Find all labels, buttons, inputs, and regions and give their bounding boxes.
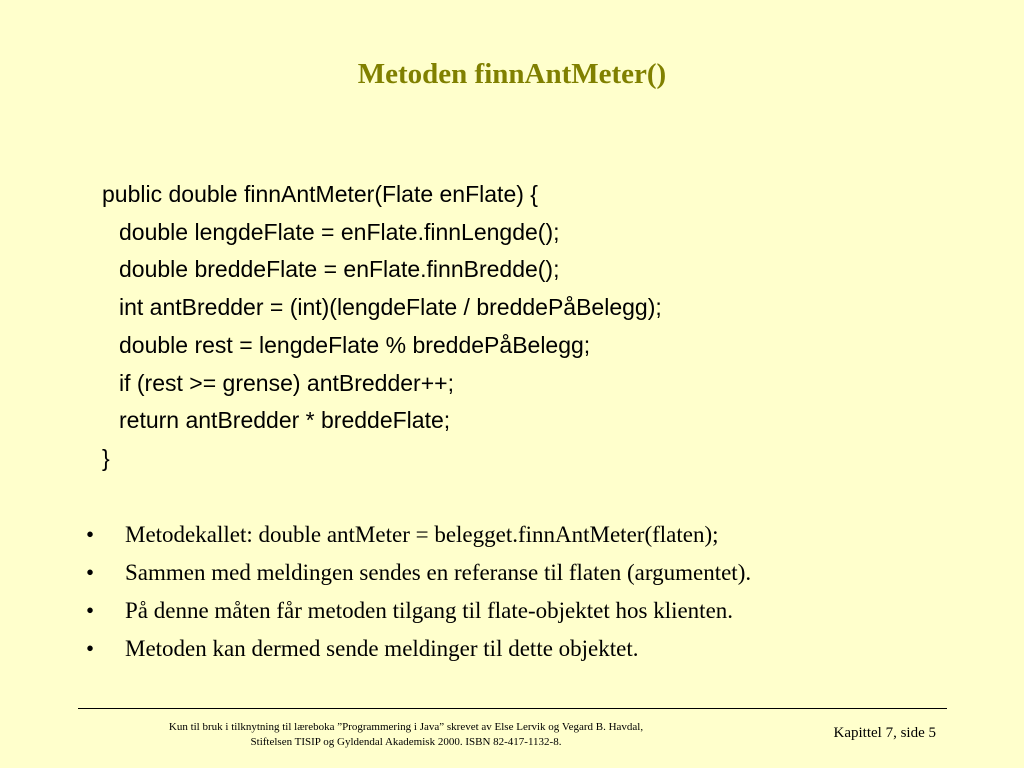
footer-credit xyxy=(148,720,664,750)
code-line: double rest = lengdeFlate % breddePåBelegg; xyxy=(119,331,591,358)
footer-divider xyxy=(78,708,947,709)
bullet-list xyxy=(86,516,751,668)
code-line: } xyxy=(102,444,110,471)
bullet-marker: • xyxy=(86,560,95,585)
bullet-text: På denne måten får metoden tilgang til flate-objektet hos klienten. xyxy=(125,598,734,623)
slide-title: Metoden finnAntMeter() xyxy=(357,58,667,90)
bullet-marker: • xyxy=(86,598,95,623)
bullet-text: Metoden kan dermed sende meldinger til dette objektet. xyxy=(125,636,639,661)
bullet-item xyxy=(86,630,751,668)
code-line: double breddeFlate = enFlate.finnBredde(); xyxy=(119,256,560,283)
page-number-label: Kapittel 7, side 5 xyxy=(833,725,936,741)
code-line: return antBredder * breddeFlate; xyxy=(119,407,451,434)
code-line: if (rest >= grense) antBredder++; xyxy=(119,369,454,396)
footer-credit-line: Kun til bruk i tilknytning til læreboka ”Programmering i Java” skrevet av Else Lervik og Vegard B. Havdal, xyxy=(168,721,644,733)
bullet-text: Metodekallet: double antMeter = belegget.finnAntMeter(flaten); xyxy=(125,522,719,547)
footer-credit-line: Stiftelsen TISIP og Gyldendal Akademisk 2000. ISBN 82-417-1132-8. xyxy=(250,736,562,748)
bullet-item xyxy=(86,516,751,554)
code-line: int antBredder = (int)(lengdeFlate / breddePåBelegg); xyxy=(119,294,662,321)
code-line: double lengdeFlate = enFlate.finnLengde(); xyxy=(119,218,560,245)
bullet-item xyxy=(86,592,751,630)
bullet-marker: • xyxy=(86,522,95,547)
bullet-text: Sammen med meldingen sendes en referanse til flaten (argumentet). xyxy=(125,560,752,585)
code-block xyxy=(102,176,662,478)
bullet-item xyxy=(86,554,751,592)
code-line: public double finnAntMeter(Flate enFlate) { xyxy=(102,181,538,207)
bullet-marker: • xyxy=(86,636,95,661)
